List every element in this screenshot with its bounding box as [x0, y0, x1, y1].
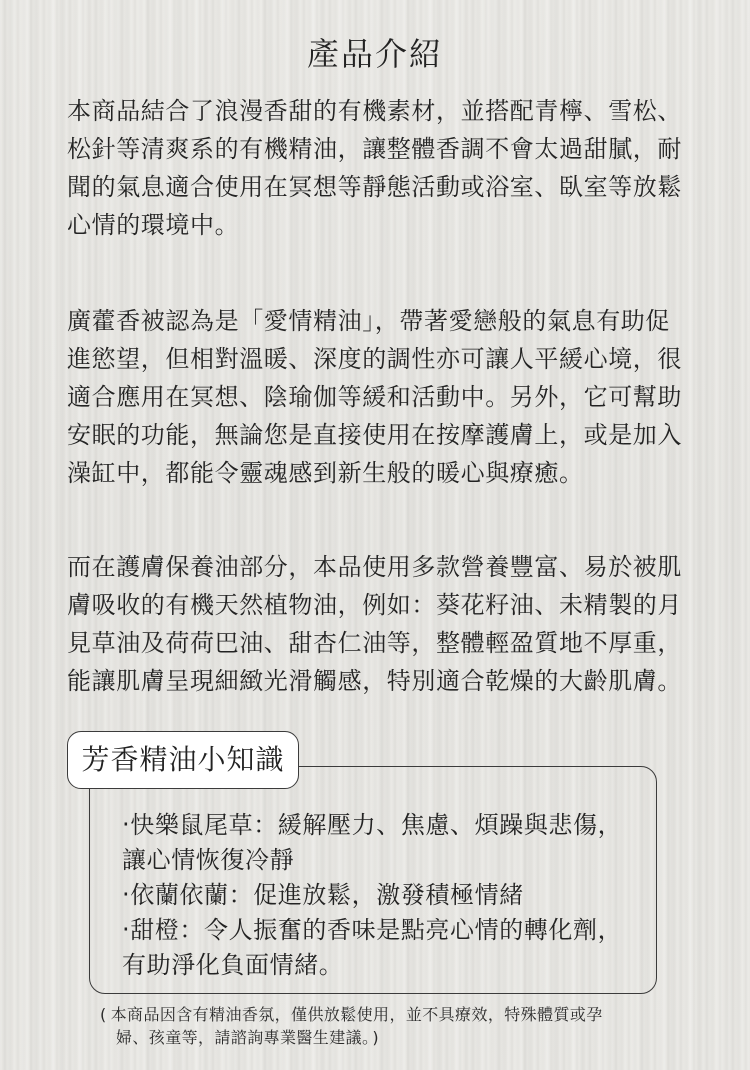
- open-paren: (: [100, 1005, 107, 1024]
- patchouli-paragraph: [67, 302, 697, 492]
- text-line: 聞的氣息適合使用在冥想等靜態活動或浴室、臥室等放鬆: [67, 173, 682, 201]
- disclaimer: [100, 1003, 670, 1049]
- text-line: 適合應用在冥想、陰瑜伽等緩和活動中。另外，它可幫助: [67, 383, 682, 411]
- tips-heading: 芳香精油小知識: [67, 731, 299, 789]
- text-line: 膚吸收的有機天然植物油，例如：葵花籽油、未精製的月: [67, 591, 682, 619]
- tip-line: 讓心情恢復冷靜: [122, 846, 295, 874]
- disclaimer-text-2: 婦、孩童等，請諮詢專業醫生建議。: [116, 1028, 371, 1047]
- text-line: 廣藿香被認為是「愛情精油」，帶著愛戀般的氣息有助促: [67, 307, 670, 335]
- text-line: 松針等清爽系的有機精油，讓整體香調不會太過甜膩，耐: [67, 135, 682, 163]
- tip-line: ‧快樂鼠尾草：緩解壓力、焦慮、煩躁與悲傷，: [122, 811, 623, 839]
- text-line: 而在護膚保養油部分，本品使用多款營養豐富、易於被肌: [67, 553, 682, 581]
- text-line: 見草油及荷荷巴油、甜杏仁油等，整體輕盈質地不厚重，: [67, 629, 682, 657]
- page-title: 產品介紹: [306, 35, 443, 73]
- skincare-oil-paragraph: [67, 548, 697, 700]
- intro-paragraph: [67, 92, 697, 244]
- text-line: 安眠的功能，無論您是直接使用在按摩護膚上，或是加入: [67, 421, 682, 449]
- text-line: 澡缸中，都能令靈魂感到新生般的暖心與療癒。: [67, 459, 584, 487]
- text-line: 本商品結合了浪漫香甜的有機素材，並搭配青檸、雪松、: [67, 97, 682, 125]
- tips-list: [122, 808, 642, 983]
- disclaimer-line-1: [100, 1003, 670, 1026]
- tip-line: ‧依蘭依蘭：促進放鬆，激發積極情緒: [122, 881, 524, 909]
- text-line: 進慾望，但相對溫暖、深度的調性亦可讓人平緩心境，很: [67, 345, 682, 373]
- tip-line: 有助淨化負面情緒。: [122, 951, 344, 979]
- text-line: 能讓肌膚呈現細緻光滑觸感，特別適合乾燥的大齡肌膚。: [67, 667, 682, 695]
- disclaimer-text-1: 本商品因含有精油香氛，僅供放鬆使用，並不具療效，特殊體質或孕: [110, 1005, 603, 1024]
- close-paren: ): [372, 1028, 380, 1047]
- text-line: 心情的環境中。: [67, 211, 240, 239]
- disclaimer-line-2: [100, 1026, 670, 1049]
- tip-line: ‧甜橙：令人振奮的香味是點亮心情的轉化劑，: [122, 916, 623, 944]
